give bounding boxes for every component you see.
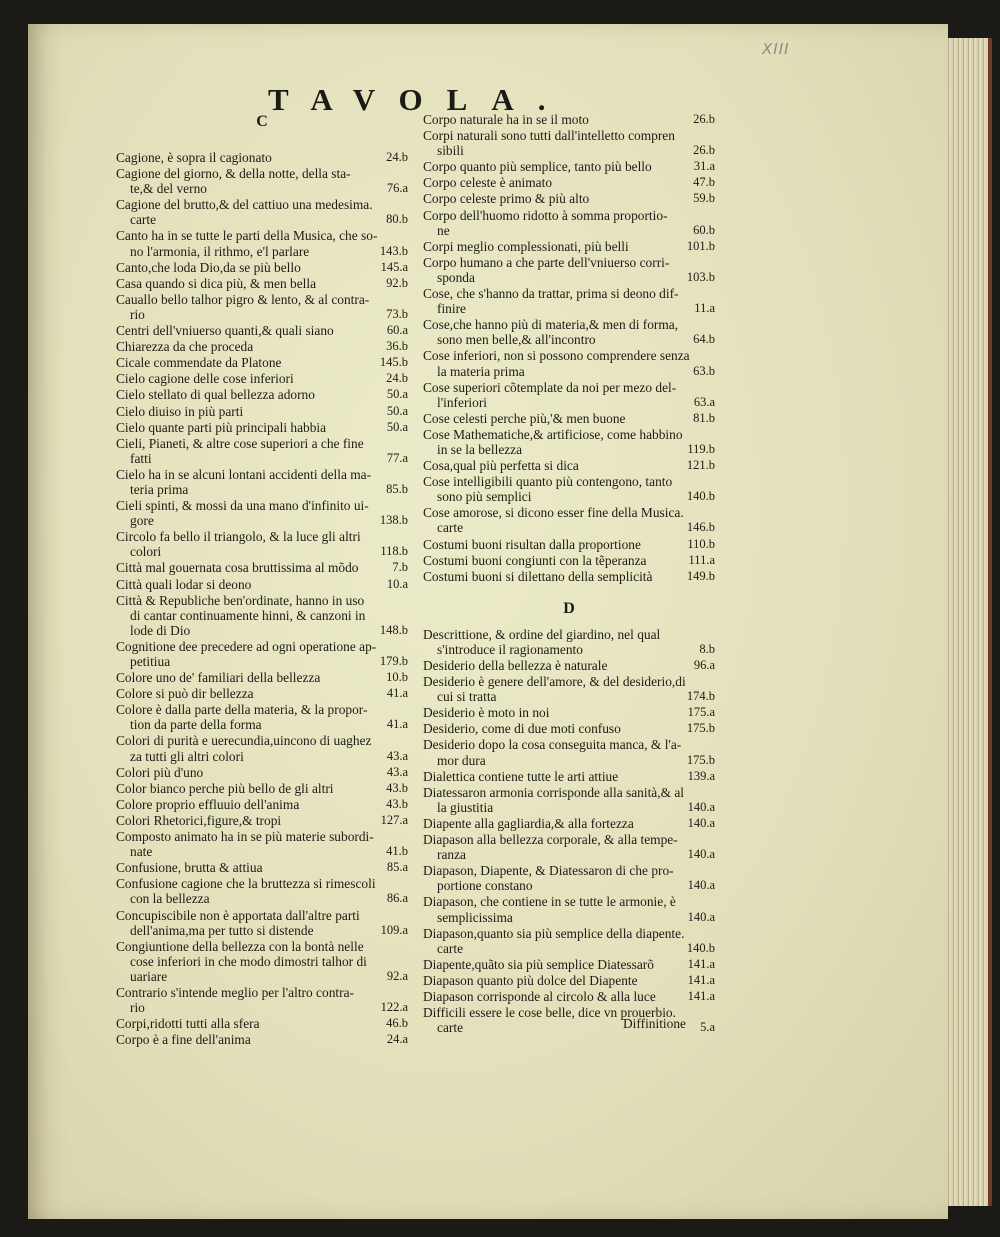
entry-text-continuation: petitiua — [130, 654, 171, 669]
index-entry — [423, 769, 715, 784]
entry-text-continuation: la giustitia — [437, 799, 494, 815]
entry-text-continuation: mor dura — [437, 752, 486, 768]
entry-text-continuation: carte — [437, 520, 464, 536]
entry-text: Desiderio dopo la cosa conseguita manca, & l'a- — [423, 737, 682, 753]
index-entry — [116, 355, 408, 370]
entry-text: Cieli spinti, & mossi da una mano d'infinito ui- — [116, 498, 369, 514]
page-reference: 41.b — [386, 844, 408, 859]
entry-text-continuation: lode di Dio — [130, 622, 191, 638]
index-entry — [116, 1016, 408, 1031]
entry-text: Corpi,ridotti tutti alla sfera — [116, 1016, 260, 1032]
page-reference: 141.a — [687, 956, 715, 971]
entry-text: Confusione cagione che la bruttezza si rimescoli — [116, 876, 376, 892]
page-reference: 140.a — [687, 909, 715, 924]
entry-text-continuation: sibili — [437, 143, 464, 159]
entry-text: Composto animato ha in se più materie subordi- — [116, 829, 374, 845]
entry-text: Dialettica contiene tutte le arti attiue — [423, 768, 619, 784]
index-entry — [423, 569, 715, 584]
page-reference: 36.b — [386, 339, 408, 354]
index-entry — [116, 829, 408, 859]
entry-text: Desiderio della bellezza è naturale — [423, 658, 608, 673]
page-reference: 175.b — [686, 721, 715, 736]
entry-text-continuation: sono più semplici — [437, 489, 532, 505]
index-entry — [116, 908, 408, 938]
page-reference: 149.b — [686, 568, 715, 583]
entry-text: Cieli, Pianeti, & altre cose superiori a che fine — [116, 435, 364, 451]
entry-text: Cose amorose, si dicono esser fine della Musica. — [423, 505, 684, 521]
entry-text: Cielo stellato di qual bellezza adorno — [116, 387, 315, 403]
index-column-right — [423, 112, 715, 1036]
entry-text: Colore proprio effluuio dell'anima — [116, 796, 300, 812]
page-reference: 148.b — [379, 622, 408, 637]
index-entry — [116, 797, 408, 812]
page-reference: 41.a — [386, 717, 408, 732]
entry-text-continuation: dell'anima,ma per tutto si distende — [130, 922, 314, 938]
index-entry — [423, 816, 715, 831]
page-reference: 41.a — [386, 686, 408, 701]
index-entry — [116, 420, 408, 435]
entry-text-continuation: uariare — [130, 968, 168, 984]
entry-text: Cose,che hanno più di materia,& men di forma, — [423, 317, 679, 333]
index-entry — [116, 467, 408, 497]
entry-text: Cosa,qual più perfetta si dica — [423, 458, 579, 474]
entry-text: Canto,che loda Dio,da se più bello — [116, 259, 301, 275]
page-reference: 43.b — [386, 796, 408, 811]
index-entry — [116, 166, 408, 196]
entry-text: Cielo cagione delle cose inferiori — [116, 371, 294, 387]
index-entry — [116, 813, 408, 828]
index-entry — [116, 985, 408, 1015]
entry-text-continuation: gore — [130, 513, 154, 529]
page-reference: 127.a — [380, 812, 408, 827]
index-entry — [116, 733, 408, 763]
entry-text: Cose, che s'hanno da trattar, prima si deono dif- — [423, 286, 679, 302]
entry-text: Confusione, brutta & attiua — [116, 860, 263, 876]
entry-text: Corpi meglio complessionati, più belli — [423, 238, 629, 254]
page-reference: 140.a — [687, 799, 715, 814]
entry-text: Casa quando si dica più, & men bella — [116, 275, 317, 291]
index-entry — [116, 765, 408, 780]
entry-text-continuation: carte — [130, 212, 157, 228]
entry-text: Corpo dell'huomo ridotto à somma proportio- — [423, 207, 668, 223]
page-reference: 121.b — [686, 458, 715, 473]
index-entry — [423, 427, 715, 457]
page-reference: 138.b — [379, 513, 408, 528]
entry-list-d — [423, 627, 715, 1035]
entry-text-continuation: la materia prima — [437, 363, 525, 379]
index-entry — [423, 989, 715, 1004]
entry-text: Cauallo bello talhor pigro & lento, & al contra- — [116, 291, 370, 307]
entry-text-continuation: no l'armonia, il rithmo, e'l parlare — [130, 243, 310, 259]
page-reference: 26.b — [693, 143, 715, 158]
index-entry — [423, 894, 715, 924]
entry-text: Cose celesti perche più,'& men buone — [423, 410, 626, 426]
entry-text: Cielo quante parti più principali habbia — [116, 419, 327, 435]
index-entry — [423, 317, 715, 347]
entry-text: Corpi naturali sono tutti dall'intelletto compren — [423, 128, 675, 144]
page-reference: 60.b — [693, 222, 715, 237]
entry-text-continuation: sponda — [437, 269, 475, 285]
entry-text-continuation: nate — [130, 844, 153, 860]
page-reference: 86.a — [386, 891, 408, 906]
entry-text: Chiarezza da che proceda — [116, 339, 254, 355]
entry-text-continuation: in se la bellezza — [437, 441, 523, 457]
page-reference: 140.a — [687, 847, 715, 862]
index-entry — [116, 276, 408, 291]
index-entry — [116, 781, 408, 796]
page-reference: 43.a — [386, 748, 408, 763]
page-reference: 43.a — [386, 764, 408, 779]
entry-text: Corpo celeste primo & più alto — [423, 191, 590, 207]
entry-text-continuation: rio — [130, 1000, 145, 1016]
index-entry — [423, 128, 715, 158]
page-reference: 145.b — [379, 355, 408, 370]
spacer — [423, 585, 715, 599]
index-entry — [423, 380, 715, 410]
index-entry — [423, 863, 715, 893]
section-letter-d: D — [563, 599, 575, 617]
page-reference: 139.a — [687, 768, 715, 783]
spacer — [116, 132, 408, 150]
page-reference: 59.b — [693, 191, 715, 206]
page-reference: 81.b — [693, 410, 715, 425]
page-reference: 64.b — [693, 332, 715, 347]
entry-text-continuation: za tutti gli altri colori — [130, 748, 244, 764]
entry-text: Diapente,quãto sia più semplice Diatessarõ — [423, 956, 654, 972]
entry-text: Desiderio è genere dell'amore, & del desiderio,di — [423, 674, 686, 690]
index-entry — [423, 208, 715, 238]
entry-text: Corpo humano a che parte dell'vniuerso corri- — [423, 254, 670, 270]
entry-text: Diapente alla gagliardia,& alla fortezza — [423, 815, 634, 831]
catchword: Diffinitione — [623, 1016, 686, 1031]
page-reference: 110.b — [687, 536, 715, 551]
section-letter-c: C — [256, 113, 268, 130]
index-entry — [116, 560, 408, 575]
entry-text: Corpo naturale ha in se il moto — [423, 112, 589, 127]
index-entry — [423, 832, 715, 862]
page-reference: 140.a — [687, 815, 715, 830]
entry-text-continuation: l'inferiori — [437, 394, 488, 410]
page-reference: 31.a — [693, 159, 715, 174]
index-entry — [116, 702, 408, 732]
index-entry — [116, 529, 408, 559]
page-reference: 85.a — [386, 860, 408, 875]
page-reference: 179.b — [379, 654, 408, 668]
index-entry — [116, 639, 408, 669]
entry-text-continuation: colori — [130, 544, 162, 560]
page-reference: 24.a — [386, 1032, 408, 1047]
page-reference: 24.b — [386, 150, 408, 164]
page-reference: 24.b — [386, 371, 408, 386]
index-column-left — [116, 112, 408, 1048]
entry-text: Colori di purità e uerecundia,uincono di uaghez — [116, 733, 372, 749]
index-entry — [116, 860, 408, 875]
index-entry — [423, 785, 715, 815]
index-entry — [116, 197, 408, 227]
index-entry — [423, 926, 715, 956]
page-reference: 11.a — [694, 301, 715, 316]
page-reference: 118.b — [380, 544, 408, 559]
entry-text: Costumi buoni congiunti con la tẽperanza — [423, 552, 647, 568]
index-entry — [423, 658, 715, 673]
page-reference: 50.a — [386, 419, 408, 434]
spacer — [423, 619, 715, 627]
page-reference: 140.b — [686, 940, 715, 955]
index-entry — [116, 228, 408, 258]
entry-text: Colore è dalla parte della materia, & la propor- — [116, 702, 368, 718]
index-entry — [423, 505, 715, 535]
page-reference: 80.b — [386, 212, 408, 227]
index-entry — [116, 436, 408, 466]
entry-text: Concupiscibile non è apportata dall'altre parti — [116, 907, 360, 923]
page-reference: 8.b — [699, 641, 715, 656]
entry-text-continuation: rio — [130, 306, 145, 322]
entry-text: Corpo quanto più semplice, tanto più bello — [423, 159, 652, 175]
entry-text: Cose superiori cõtemplate da noi per mezo del- — [423, 379, 677, 395]
entry-text: Cielo ha in se alcuni lontani accidenti della ma- — [116, 466, 372, 482]
page-reference: 145.a — [380, 259, 408, 274]
entry-text: Cognitione dee precedere ad ogni operatione ap- — [116, 638, 377, 654]
index-entry — [423, 255, 715, 285]
entry-text: Diapason alla bellezza corporale, & alla tempe- — [423, 832, 678, 848]
entry-text-continuation: finire — [437, 301, 466, 317]
index-entry — [423, 348, 715, 378]
page-reference: 46.b — [386, 1016, 408, 1031]
page-reference: 122.a — [380, 1000, 408, 1015]
page-reference: 119.b — [687, 441, 715, 456]
entry-list-c-continued — [423, 112, 715, 584]
index-entry — [116, 876, 408, 906]
page-reference: 111.a — [688, 552, 715, 567]
page-reference: 175.b — [686, 752, 715, 767]
entry-text-continuation: tion da parte della forma — [130, 717, 262, 733]
entry-text-continuation: s'introduce il ragionamento — [437, 641, 583, 657]
entry-text: Corpo è a fine dell'anima — [116, 1032, 251, 1048]
page-reference: 7.b — [392, 560, 408, 575]
entry-text-continuation: con la bellezza — [130, 891, 210, 907]
index-entry — [423, 458, 715, 473]
entry-text: Diapason quanto più dolce del Diapente — [423, 972, 638, 988]
page-reference: 143.b — [379, 243, 408, 258]
entry-text-continuation: ranza — [437, 847, 466, 863]
entry-text: Centri dell'vniuerso quanti,& quali siano — [116, 323, 334, 339]
index-entry — [423, 737, 715, 767]
index-entry — [116, 404, 408, 419]
index-entry — [423, 537, 715, 552]
page-reference: 141.a — [687, 972, 715, 987]
index-entry — [423, 411, 715, 426]
entry-text-continuation: sono men belle,& all'incontro — [437, 332, 596, 348]
page-title: TAVOLA. — [268, 82, 570, 117]
page-reference: 50.a — [386, 403, 408, 418]
entry-text: Costumi buoni si dilettano della semplicità — [423, 568, 653, 584]
entry-text-continuation: te,& del verno — [130, 181, 207, 197]
entry-text-continuation: carte — [437, 1020, 464, 1036]
entry-text: Color bianco perche più bello de gli altri — [116, 780, 334, 796]
page-reference: 60.a — [386, 323, 408, 338]
page-reference: 43.b — [386, 780, 408, 795]
index-entry — [116, 371, 408, 386]
index-entry — [423, 553, 715, 568]
page-reference: 92.a — [386, 968, 408, 983]
entry-text-continuation: ne — [437, 222, 450, 238]
page-reference: 47.b — [693, 175, 715, 190]
entry-text-continuation: cose inferiori in che modo dimostri talhor di — [130, 953, 367, 969]
index-entry — [116, 686, 408, 701]
index-entry — [116, 339, 408, 354]
index-entry — [423, 674, 715, 704]
index-entry — [423, 159, 715, 174]
entry-text: Città & Republiche ben'ordinate, hanno in uso — [116, 592, 365, 608]
page-reference: 140.b — [686, 489, 715, 504]
entry-text: Corpo celeste è animato — [423, 175, 553, 191]
page-reference: 174.b — [686, 689, 715, 704]
page-reference: 109.a — [380, 922, 408, 937]
index-entry — [116, 292, 408, 322]
page-reference: 141.a — [687, 988, 715, 1003]
page-reference: 5.a — [700, 1020, 715, 1035]
index-entry — [116, 498, 408, 528]
page-reference: 140.a — [687, 878, 715, 893]
entry-text: Circolo fa bello il triangolo, & la luce gli altri — [116, 529, 361, 545]
page-reference: 63.a — [693, 394, 715, 409]
entry-text: Contrario s'intende meglio per l'altro contra- — [116, 984, 354, 1000]
entry-text-continuation: portione constano — [437, 878, 533, 894]
entry-text: Diapason, Diapente, & Diatessaron di che pro- — [423, 863, 674, 879]
page-reference: 63.b — [693, 363, 715, 378]
entry-text: Città mal gouernata cosa bruttissima al mõdo — [116, 560, 359, 576]
page-reference: 10.a — [386, 576, 408, 591]
entry-text: Colore uno de' familiari della bellezza — [116, 670, 321, 686]
entry-text: Cielo diuiso in più parti — [116, 403, 244, 419]
entry-text-continuation: teria prima — [130, 481, 189, 497]
entry-text-continuation: carte — [437, 940, 464, 956]
page-reference: 73.b — [386, 306, 408, 321]
entry-list-c — [116, 150, 408, 1047]
entry-text: Cagione del brutto,& del cattiuo una medesima. — [116, 197, 373, 213]
page-reference: 26.b — [693, 112, 715, 126]
page-reference: 175.a — [687, 705, 715, 720]
page-reference: 50.a — [386, 387, 408, 402]
entry-text: Descrittione, & ordine del giardino, nel qual — [423, 626, 661, 642]
index-entry — [423, 705, 715, 720]
entry-text: Difficili essere le cose belle, dice vn prouerbio. — [423, 1005, 676, 1021]
index-entry — [423, 474, 715, 504]
entry-text: Diapason corrisponde al circolo & alla luce — [423, 988, 656, 1004]
folio-number: XIII — [762, 40, 790, 58]
index-entry — [423, 112, 715, 127]
entry-text-continuation: fatti — [130, 450, 152, 466]
index-entry — [116, 260, 408, 275]
index-entry — [116, 150, 408, 165]
entry-text: Cagione, è sopra il cagionato — [116, 150, 272, 165]
entry-text: Costumi buoni risultan dalla proportione — [423, 536, 641, 552]
entry-text: Città quali lodar si deono — [116, 576, 252, 592]
page-reference: 146.b — [686, 520, 715, 535]
index-entry — [423, 973, 715, 988]
index-entry — [423, 721, 715, 736]
entry-text-continuation: cui si tratta — [437, 689, 497, 705]
page-reference: 85.b — [386, 481, 408, 496]
index-entry — [116, 387, 408, 402]
index-entry — [116, 323, 408, 338]
index-entry — [423, 239, 715, 254]
entry-text: Desiderio, come di due moti confuso — [423, 721, 621, 737]
entry-text: Diapason, che contiene in se tutte le armonie, è — [423, 894, 676, 910]
page-reference: 96.a — [693, 658, 715, 672]
index-entry — [423, 957, 715, 972]
page-reference: 101.b — [686, 238, 715, 253]
index-entry — [116, 939, 408, 984]
page-reference: 10.b — [386, 670, 408, 685]
page-reference: 92.b — [386, 275, 408, 290]
entry-text: Canto ha in se tutte le parti della Musica, che so- — [116, 228, 378, 244]
entry-text: Cicale commendate da Platone — [116, 355, 282, 371]
entry-text: Desiderio è moto in noi — [423, 705, 550, 721]
index-entry — [116, 670, 408, 685]
entry-text: Congiuntione della bellezza con la bontà nelle — [116, 938, 364, 954]
entry-text: Colore si può dir bellezza — [116, 686, 254, 702]
index-entry — [423, 191, 715, 206]
index-entry — [116, 593, 408, 638]
index-entry — [116, 577, 408, 592]
entry-text: Diatessaron armonia corrisponde alla sanità,& al — [423, 784, 685, 800]
entry-text-continuation: semplicissima — [437, 909, 513, 925]
entry-text: Cose Mathematiche,& artificiose, come habbino — [423, 426, 683, 442]
entry-text: Cagione del giorno, & della notte, della sta- — [116, 166, 351, 182]
entry-text: Colori più d'uno — [116, 764, 204, 780]
entry-text: Cose intelligibili quanto più contengono, tanto — [423, 474, 673, 490]
entry-text: Diapason,quanto sia più semplice della diapente. — [423, 925, 685, 941]
entry-text-continuation: di cantar continuamente hinni, & canzoni in — [130, 607, 366, 623]
index-entry — [423, 175, 715, 190]
page-reference: 103.b — [686, 269, 715, 284]
page-reference: 76.a — [386, 181, 408, 196]
page-reference: 77.a — [386, 450, 408, 465]
entry-text: Colori Rhetorici,figure,& tropi — [116, 812, 282, 828]
index-entry — [423, 286, 715, 316]
index-entry — [423, 627, 715, 657]
entry-text: Cose inferiori, non si possono comprendere senza — [423, 348, 690, 364]
index-entry — [116, 1032, 408, 1047]
